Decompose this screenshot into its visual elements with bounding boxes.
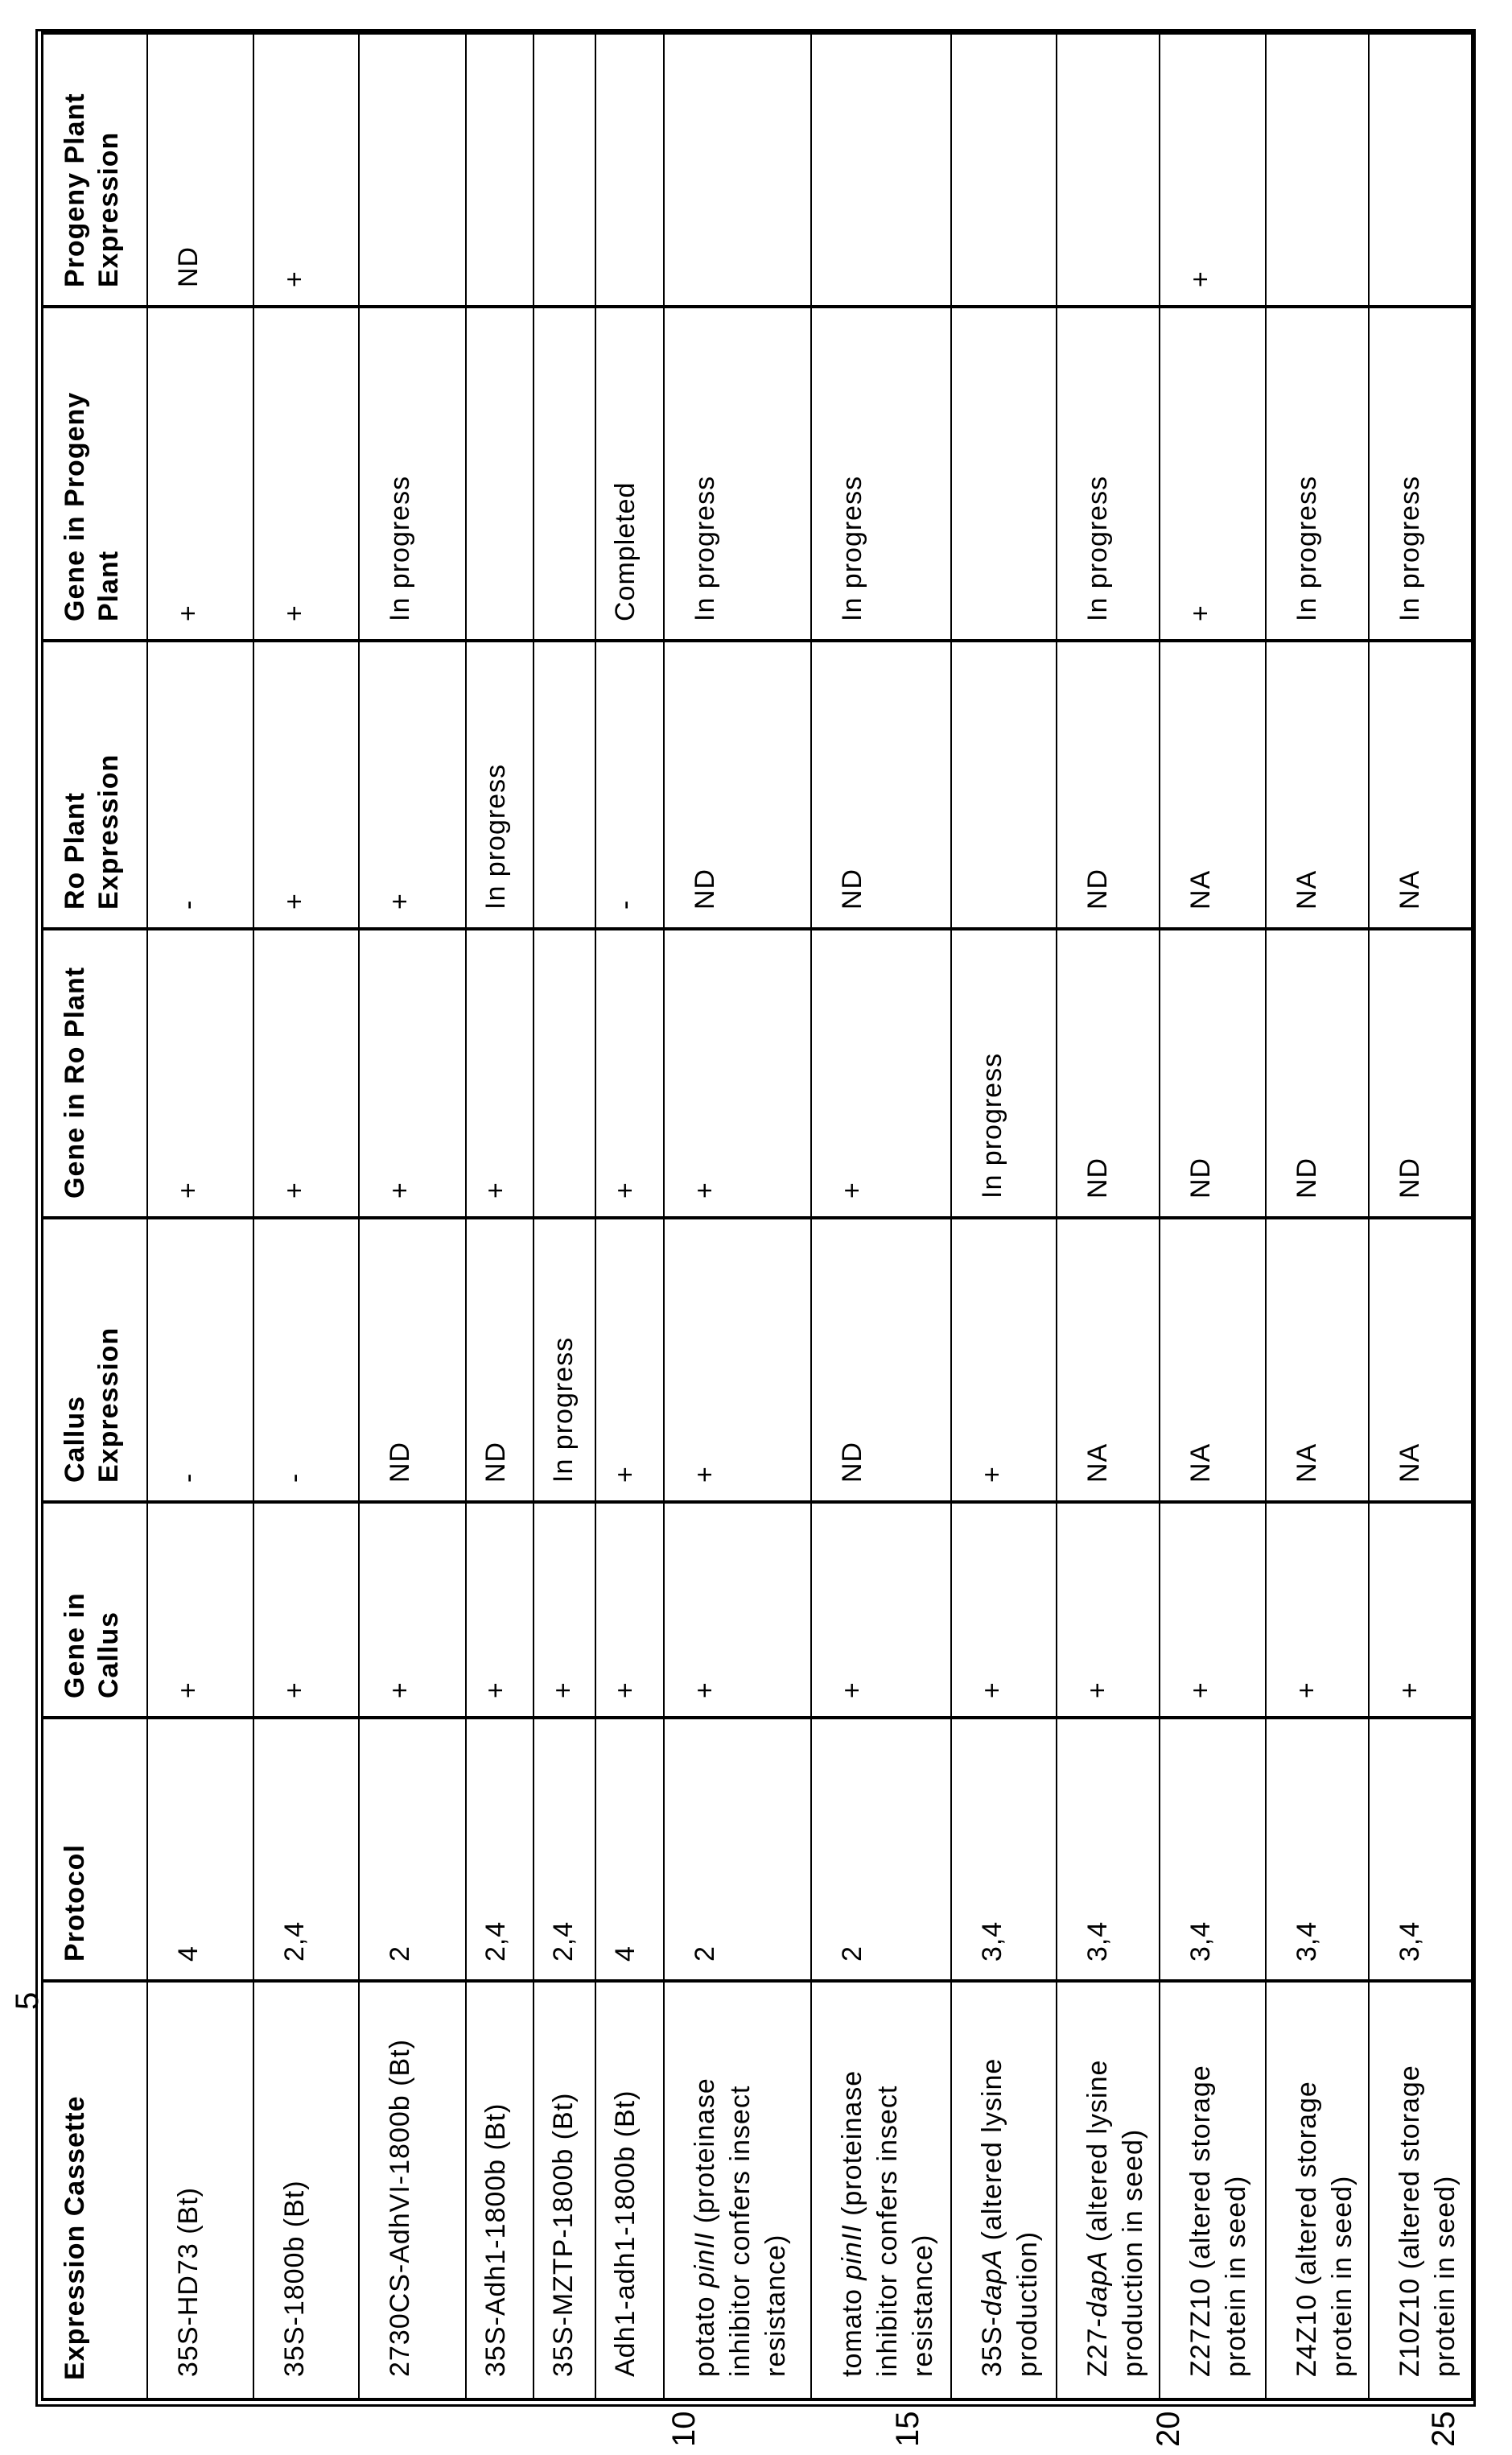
expression-cassette-cell <box>595 1981 664 2399</box>
ro-plant-expression-cell: - <box>147 641 253 929</box>
cassette-gene-italic: dapA <box>1081 2250 1113 2318</box>
table-row <box>1266 33 1369 2399</box>
callus-expression-cell: NA <box>1266 1218 1369 1502</box>
callus-expression-cell: NA <box>1057 1218 1160 1502</box>
progeny-plant-expression-cell <box>534 33 595 307</box>
header-row <box>43 33 147 2399</box>
gene-in-progeny-plant-cell <box>466 307 534 641</box>
ro-plant-expression-cell: ND <box>811 641 951 929</box>
cassette-text: potato <box>689 2288 720 2377</box>
gene-in-ro-plant-cell: ND <box>1369 929 1473 1218</box>
gene-in-ro-plant-cell: + <box>664 929 811 1218</box>
progeny-plant-expression-cell <box>1266 33 1369 307</box>
ro-plant-expression-cell: + <box>253 641 359 929</box>
ro-plant-expression-cell: NA <box>1160 641 1266 929</box>
gene-in-ro-plant-cell: + <box>811 929 951 1218</box>
gene-in-progeny-plant-cell: In progress <box>811 307 951 641</box>
table-outer-border <box>35 29 1476 2407</box>
ro-plant-expression-cell: ND <box>1057 641 1160 929</box>
table-row <box>1369 33 1473 2399</box>
expression-cassette-cell <box>534 1981 595 2399</box>
progeny-plant-expression-cell <box>951 33 1057 307</box>
expression-cassette-cell <box>359 1981 466 2399</box>
expression-cassette-table <box>41 31 1473 2401</box>
gene-in-callus-cell: + <box>466 1502 534 1718</box>
expression-cassette-cell <box>811 1981 951 2399</box>
cassette-text: Z27- <box>1081 2317 1113 2377</box>
cassette-text: 35S-MZTP-1800b (Bt) <box>547 2092 579 2377</box>
gene-in-callus-cell: + <box>534 1502 595 1718</box>
gene-in-progeny-plant-cell: In progress <box>1369 307 1473 641</box>
protocol-cell: 3,4 <box>1057 1718 1160 1981</box>
callus-expression-cell: NA <box>1160 1218 1266 1502</box>
callus-expression-cell: ND <box>811 1218 951 1502</box>
gene-in-progeny-plant-cell: + <box>1160 307 1266 641</box>
gene-in-progeny-plant-cell: Completed <box>595 307 664 641</box>
cassette-text-suffix: (altered lysine production in seed) <box>1081 2059 1148 2377</box>
header-callus-expression: Callus Expression <box>43 1218 147 1502</box>
header-gene-in-ro-plant: Gene in Ro Plant <box>43 929 147 1218</box>
gene-in-progeny-plant-cell: In progress <box>664 307 811 641</box>
progeny-plant-expression-cell <box>466 33 534 307</box>
gene-in-callus-cell: + <box>1266 1502 1369 1718</box>
gene-in-callus-cell: + <box>811 1502 951 1718</box>
header-ro-plant-expression: Ro Plant Expression <box>43 641 147 929</box>
gene-in-callus-cell: + <box>1369 1502 1473 1718</box>
expression-cassette-cell <box>1160 1981 1266 2399</box>
gene-in-ro-plant-cell: + <box>253 929 359 1218</box>
gene-in-ro-plant-cell: + <box>147 929 253 1218</box>
header-expression-cassette: Expression Cassette <box>43 1981 147 2399</box>
ro-plant-expression-cell <box>951 641 1057 929</box>
cassette-text: tomato <box>836 2280 867 2377</box>
callus-expression-cell: ND <box>466 1218 534 1502</box>
gene-in-callus-cell: + <box>253 1502 359 1718</box>
cassette-text-suffix: (altered lysine production) <box>976 2057 1043 2377</box>
gene-in-ro-plant-cell: ND <box>1160 929 1266 1218</box>
table-row <box>595 33 664 2399</box>
callus-expression-cell: In progress <box>534 1218 595 1502</box>
cassette-text: 35S-Adh1-1800b (Bt) <box>480 2102 511 2377</box>
header-gene-in-progeny-plant: Gene in Progeny Plant <box>43 307 147 641</box>
expression-cassette-cell <box>1057 1981 1160 2399</box>
expression-cassette-cell <box>951 1981 1057 2399</box>
protocol-cell: 2,4 <box>253 1718 359 1981</box>
cassette-text: 2730CS-AdhVI-1800b (Bt) <box>384 2039 415 2377</box>
protocol-cell: 3,4 <box>1369 1718 1473 1981</box>
gene-in-progeny-plant-cell: In progress <box>1057 307 1160 641</box>
table-row <box>466 33 534 2399</box>
cassette-text: Z4Z10 (altered storage protein in seed) <box>1291 2081 1358 2377</box>
ro-plant-expression-cell: NA <box>1266 641 1369 929</box>
protocol-cell: 2,4 <box>466 1718 534 1981</box>
gene-in-progeny-plant-cell: + <box>253 307 359 641</box>
protocol-cell: 4 <box>147 1718 253 1981</box>
progeny-plant-expression-cell <box>811 33 951 307</box>
table-row <box>1160 33 1266 2399</box>
progeny-plant-expression-cell <box>359 33 466 307</box>
cassette-gene-italic: pinII <box>689 2231 720 2288</box>
callus-expression-cell: - <box>147 1218 253 1502</box>
progeny-plant-expression-cell <box>1057 33 1160 307</box>
protocol-cell: 2,4 <box>534 1718 595 1981</box>
callus-expression-cell: NA <box>1369 1218 1473 1502</box>
table-row <box>147 33 253 2399</box>
expression-cassette-cell <box>253 1981 359 2399</box>
gene-in-callus-cell: + <box>664 1502 811 1718</box>
cassette-text: Z27Z10 (altered storage protein in seed) <box>1184 2065 1251 2377</box>
gene-in-progeny-plant-cell <box>951 307 1057 641</box>
expression-cassette-cell <box>1266 1981 1369 2399</box>
cassette-text-suffix: (proteinase inhibitor confers insect resistance) <box>689 2077 791 2377</box>
cassette-text: 35S- <box>976 2316 1007 2377</box>
protocol-cell: 3,4 <box>1266 1718 1369 1981</box>
ro-plant-expression-cell: In progress <box>466 641 534 929</box>
margin-line-number: 15 <box>890 2411 925 2447</box>
margin-line-number: 20 <box>1151 2411 1186 2447</box>
cassette-text: Z10Z10 (altered storage protein in seed) <box>1394 2065 1461 2377</box>
gene-in-ro-plant-cell <box>534 929 595 1218</box>
gene-in-callus-cell: + <box>147 1502 253 1718</box>
progeny-plant-expression-cell: ND <box>147 33 253 307</box>
progeny-plant-expression-cell <box>595 33 664 307</box>
protocol-cell: 2 <box>359 1718 466 1981</box>
margin-line-number: 10 <box>666 2411 702 2447</box>
progeny-plant-expression-cell <box>1369 33 1473 307</box>
callus-expression-cell: + <box>951 1218 1057 1502</box>
table-row <box>1057 33 1160 2399</box>
gene-in-callus-cell: + <box>951 1502 1057 1718</box>
gene-in-progeny-plant-cell: + <box>147 307 253 641</box>
ro-plant-expression-cell: ND <box>664 641 811 929</box>
header-protocol: Protocol <box>43 1718 147 1981</box>
gene-in-progeny-plant-cell <box>534 307 595 641</box>
gene-in-callus-cell: + <box>595 1502 664 1718</box>
cassette-text: Adh1-adh1-1800b (Bt) <box>609 2090 641 2377</box>
gene-in-ro-plant-cell: + <box>359 929 466 1218</box>
rotated-table-container <box>35 29 1476 2407</box>
callus-expression-cell: - <box>253 1218 359 1502</box>
protocol-cell: 4 <box>595 1718 664 1981</box>
expression-cassette-cell <box>1369 1981 1473 2399</box>
protocol-cell: 2 <box>664 1718 811 1981</box>
protocol-cell: 3,4 <box>951 1718 1057 1981</box>
expression-cassette-cell <box>466 1981 534 2399</box>
ro-plant-expression-cell: NA <box>1369 641 1473 929</box>
gene-in-progeny-plant-cell: In progress <box>359 307 466 641</box>
cassette-gene-italic: pinII <box>836 2224 867 2280</box>
protocol-cell: 3,4 <box>1160 1718 1266 1981</box>
callus-expression-cell: + <box>664 1218 811 1502</box>
expression-cassette-cell <box>664 1981 811 2399</box>
ro-plant-expression-cell: + <box>359 641 466 929</box>
cassette-gene-italic: dapA <box>976 2248 1007 2317</box>
header-progeny-plant-expression: Progeny Plant Expression <box>43 33 147 307</box>
ro-plant-expression-cell: - <box>595 641 664 929</box>
table-row <box>534 33 595 2399</box>
cassette-text: 35S-1800b (Bt) <box>278 2180 310 2377</box>
callus-expression-cell: + <box>595 1218 664 1502</box>
table-row <box>811 33 951 2399</box>
ro-plant-expression-cell <box>534 641 595 929</box>
progeny-plant-expression-cell: + <box>1160 33 1266 307</box>
cassette-text-suffix: (proteinase inhibitor confers insect resistance) <box>836 2069 938 2377</box>
cassette-text: 35S-HD73 (Bt) <box>172 2187 204 2377</box>
table-row <box>253 33 359 2399</box>
gene-in-callus-cell: + <box>1057 1502 1160 1718</box>
progeny-plant-expression-cell <box>664 33 811 307</box>
margin-line-number: 25 <box>1426 2411 1461 2447</box>
gene-in-ro-plant-cell: In progress <box>951 929 1057 1218</box>
table-row <box>359 33 466 2399</box>
header-gene-in-callus: Gene in Callus <box>43 1502 147 1718</box>
progeny-plant-expression-cell: + <box>253 33 359 307</box>
table-row <box>951 33 1057 2399</box>
callus-expression-cell: ND <box>359 1218 466 1502</box>
expression-cassette-cell <box>147 1981 253 2399</box>
protocol-cell: 2 <box>811 1718 951 1981</box>
gene-in-callus-cell: + <box>1160 1502 1266 1718</box>
gene-in-progeny-plant-cell: In progress <box>1266 307 1369 641</box>
margin-line-number: 5 <box>10 1991 45 2010</box>
gene-in-ro-plant-cell: ND <box>1266 929 1369 1218</box>
gene-in-ro-plant-cell: + <box>466 929 534 1218</box>
gene-in-ro-plant-cell: ND <box>1057 929 1160 1218</box>
gene-in-callus-cell: + <box>359 1502 466 1718</box>
gene-in-ro-plant-cell: + <box>595 929 664 1218</box>
table-row <box>664 33 811 2399</box>
